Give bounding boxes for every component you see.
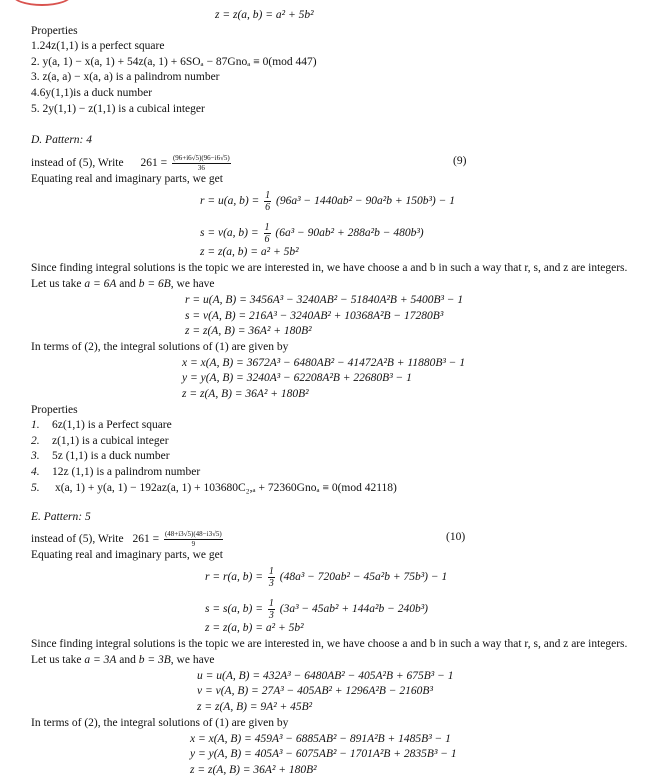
properties-heading-1: Properties <box>31 25 78 37</box>
equation-r-ab <box>200 190 455 213</box>
equation-z-ab: z = z(a, b) = a² + 5b² <box>200 246 299 258</box>
property-text: 12z (1,1) is a palindrom number <box>52 466 201 478</box>
equating-text: Equating real and imaginary parts, we get <box>31 549 223 561</box>
eq-lhs: s = v(a, b) = <box>200 227 259 240</box>
property-number: 4. <box>31 466 40 478</box>
eq-rhs: (48a³ − 720ab² − 45a²b + 75b³) − 1 <box>279 571 448 584</box>
equation-number-10: (10) <box>446 531 466 543</box>
fraction-denominator: 36 <box>197 164 205 172</box>
property-text: 5z (1,1) is a duck number <box>52 450 170 462</box>
property-item <box>31 434 169 449</box>
property-text: 6z(1,1) is a Perfect square <box>52 419 172 431</box>
eq-rhs: (96a³ − 1440ab² − 90a²b + 150b³) − 1 <box>276 195 456 208</box>
let-b: b = 3B <box>138 654 171 666</box>
let-text <box>31 277 215 292</box>
instead-text: instead of (5), Write <box>31 533 124 546</box>
let-prefix: Let us take <box>31 654 82 666</box>
property-item: 1.24z(1,1) is a perfect square <box>31 40 165 52</box>
since-text: Since finding integral solutions is the topic we are interested in, we have choose a and b in such a way that r, s, and z are integers. <box>31 262 628 274</box>
equation-y-AB: y = y(A, B) = 3240A³ − 62208A²B + 22680B³ − 1 <box>182 372 412 384</box>
let-suffix: , we have <box>170 278 215 290</box>
fraction-numerator: 1 <box>268 598 274 609</box>
fraction-denominator: 6 <box>265 202 271 213</box>
fraction-denominator: 3 <box>268 578 274 589</box>
equation-x-AB: x = x(A, B) = 459A³ − 6885AB² − 891A²B + 1485B³ − 1 <box>190 733 451 745</box>
equation-z-AB: z = z(A, B) = 9A² + 45B² <box>197 701 313 713</box>
equation-z-AB: z = z(A, B) = 36A² + 180B² <box>185 325 312 337</box>
equation-v-AB: v = v(A, B) = 27A³ − 405AB² + 1296A²B − 2160B³ <box>197 685 433 697</box>
since-text: Since finding integral solutions is the topic we are interested in, we have choose a and b in such a way that r, s, and z are integers. <box>31 638 628 650</box>
identity-fraction <box>172 154 231 173</box>
property-item <box>31 418 172 433</box>
eq-rhs: (3a³ − 45ab² + 144a²b − 240b³) <box>279 603 428 616</box>
pattern-d-instead <box>31 154 233 173</box>
property-number: 2. <box>31 435 40 447</box>
equation-s-ab <box>200 222 424 245</box>
interms-text: In terms of (2), the integral solutions of (1) are given by <box>31 717 289 729</box>
let-b: b = 6B <box>138 278 171 290</box>
instead-text: instead of (5), Write <box>31 157 124 170</box>
property-item <box>31 481 397 496</box>
identity-lhs: 261 = <box>140 157 168 170</box>
eq-fraction <box>268 598 275 621</box>
eq-rhs: (6a³ − 90ab² + 288a²b − 480b³) <box>275 227 424 240</box>
identity-lhs: 261 = <box>132 533 160 546</box>
fraction-numerator: (48+i3√5)(48−i3√5) <box>164 530 222 538</box>
equating-text: Equating real and imaginary parts, we get <box>31 173 223 185</box>
let-and: and <box>119 278 136 290</box>
property-text: x(a, 1) + y(a, 1) − 192az(a, 1) + 103680C₂,ₐ + 72360Gnoₐ ≡ 0(mod 42118) <box>55 482 397 494</box>
equation-z-ab: z = z(a, b) = a² + 5b² <box>205 622 304 634</box>
let-and: and <box>119 654 136 666</box>
let-a: a = 3A <box>84 654 117 666</box>
property-item: 2. y(a, 1) − x(a, 1) + 54z(a, 1) + 6SOₐ − 87Gnoₐ ≡ 0(mod 447) <box>31 56 317 68</box>
equation-r-ab <box>205 566 447 589</box>
fraction-denominator: 6 <box>264 234 270 245</box>
fraction-numerator: 1 <box>265 190 271 201</box>
fraction-numerator: 1 <box>268 566 274 577</box>
equation-s-ab <box>205 598 428 621</box>
interms-text: In terms of (2), the integral solutions of (1) are given by <box>31 341 289 353</box>
let-prefix: Let us take <box>31 278 82 290</box>
property-item <box>31 465 200 480</box>
eq-fraction <box>264 222 271 245</box>
let-text <box>31 653 215 668</box>
property-item: 4.6y(1,1)is a duck number <box>31 87 153 99</box>
fraction-denominator: 9 <box>191 540 196 548</box>
eq-fraction <box>268 566 275 589</box>
equation-u-AB: u = u(A, B) = 432A³ − 6480AB² − 405A²B + 675B³ − 1 <box>197 670 454 682</box>
identity-fraction <box>164 530 223 549</box>
eq-lhs: s = s(a, b) = <box>205 603 264 616</box>
property-text: z(1,1) is a cubical integer <box>52 435 169 447</box>
fraction-numerator: (96+i6√5)(96−i6√5) <box>172 154 230 162</box>
pattern-e-instead <box>31 530 225 549</box>
eq-fraction <box>264 190 271 213</box>
let-suffix: , we have <box>170 654 215 666</box>
equation-y-AB: y = y(A, B) = 405A³ − 6075AB² − 1701A²B + 2835B³ − 1 <box>190 748 457 760</box>
fraction-denominator: 3 <box>268 610 274 621</box>
property-item <box>31 449 170 464</box>
pattern-e-title: E. Pattern: 5 <box>31 511 91 523</box>
equation-z-top: z = z(a, b) = a² + 5b² <box>215 9 314 21</box>
property-item: 3. z(a, a) − x(a, a) is a palindrom number <box>31 71 220 83</box>
header-logo-fragment <box>0 0 100 7</box>
let-a: a = 6A <box>84 278 117 290</box>
equation-z3-AB: z = z(A, B) = 36A² + 180B² <box>190 764 317 776</box>
equation-x-AB: x = x(A, B) = 3672A³ − 6480AB² − 41472A²B + 11880B³ − 1 <box>182 357 466 369</box>
equation-number-9: (9) <box>453 155 467 167</box>
equation-s-AB: s = v(A, B) = 216A³ − 3240AB² + 10368A²B − 17280B³ <box>185 310 444 322</box>
property-item: 5. 2y(1,1) − z(1,1) is a cubical integer <box>31 103 205 115</box>
property-number: 1. <box>31 419 40 431</box>
pattern-d-title: D. Pattern: 4 <box>31 134 93 146</box>
eq-lhs: r = r(a, b) = <box>205 571 264 584</box>
property-number: 5. <box>31 482 40 494</box>
equation-r-AB: r = u(A, B) = 3456A³ − 3240AB² − 51840A²B + 5400B³ − 1 <box>185 294 464 306</box>
property-number: 3. <box>31 450 40 462</box>
properties-heading-2: Properties <box>31 404 78 416</box>
fraction-numerator: 1 <box>264 222 270 233</box>
eq-lhs: r = u(a, b) = <box>200 195 260 208</box>
equation-z3-AB: z = z(A, B) = 36A² + 180B² <box>182 388 309 400</box>
